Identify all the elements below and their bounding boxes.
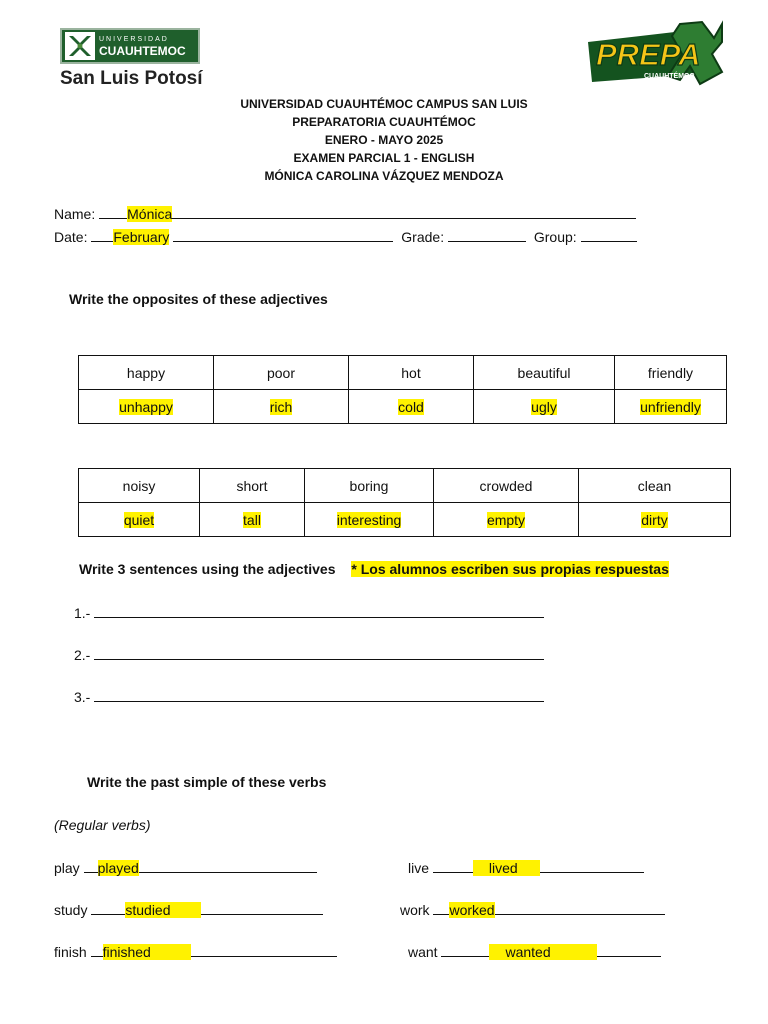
past-simple-title: Write the past simple of these verbs xyxy=(87,774,327,790)
grade-label: Grade: xyxy=(401,229,445,245)
opposite-answer[interactable]: ugly xyxy=(531,398,557,415)
prepa-logo-text: PREPA xyxy=(596,37,701,72)
name-label: Name: xyxy=(54,206,96,222)
adjective-cell: noisy xyxy=(79,469,200,503)
verb-item-study xyxy=(54,902,323,918)
verb-item-finish xyxy=(54,944,337,960)
opposite-answer[interactable]: quiet xyxy=(123,511,155,528)
opposites-title: Write the opposites of these adjectives xyxy=(69,291,328,307)
university-logo-badge xyxy=(60,28,200,64)
sentences-title-row xyxy=(79,561,669,577)
adjective-cell: beautiful xyxy=(474,356,615,390)
verb-item-play xyxy=(54,860,317,876)
grade-field[interactable] xyxy=(448,240,526,242)
opposite-answer[interactable]: tall xyxy=(243,511,261,528)
verb-item-work xyxy=(400,902,665,918)
verb-label: live xyxy=(408,860,430,876)
sentence-line-3 xyxy=(74,689,544,705)
document-header xyxy=(0,95,768,185)
sentence-line-2 xyxy=(74,647,544,663)
logo-city-text: San Luis Potosí xyxy=(60,68,203,89)
sentences-note: * Los alumnos escriben sus propias respuestas xyxy=(351,561,669,577)
verb-label: finish xyxy=(54,944,87,960)
university-emblem-icon xyxy=(65,32,95,60)
header-line-2: PREPARATORIA CUAUHTÉMOC xyxy=(292,115,476,129)
prepa-logo-subtext: CUAUHTÉMOC xyxy=(644,73,695,80)
opposite-answer[interactable]: dirty xyxy=(641,511,668,528)
university-logo xyxy=(60,28,210,90)
verb-answer[interactable]: finished xyxy=(103,944,191,960)
adjective-cell: hot xyxy=(349,356,474,390)
adjective-cell: clean xyxy=(579,469,731,503)
verb-item-want xyxy=(408,944,661,960)
verb-answer[interactable]: worked xyxy=(449,902,495,918)
verb-label: work xyxy=(400,902,430,918)
opposite-answer[interactable]: empty xyxy=(486,511,526,528)
header-line-5: MÓNICA CAROLINA VÁZQUEZ MENDOZA xyxy=(264,169,504,183)
adjectives-table-1 xyxy=(78,355,727,424)
verb-answer[interactable]: wanted xyxy=(489,944,596,960)
group-label: Group: xyxy=(533,229,577,245)
sentence-answer-field[interactable] xyxy=(94,616,544,618)
verb-answer[interactable]: lived xyxy=(473,860,540,876)
adjectives-table-2 xyxy=(78,468,731,537)
adjective-cell: poor xyxy=(214,356,349,390)
header-line-3: ENERO - MAYO 2025 xyxy=(324,133,444,147)
sentence-number: 1.- xyxy=(74,605,91,621)
opposite-answer[interactable]: rich xyxy=(269,398,293,415)
adjective-cell: crowded xyxy=(434,469,579,503)
date-line xyxy=(54,229,637,245)
sentence-number: 3.- xyxy=(74,689,91,705)
sentence-answer-field[interactable] xyxy=(94,658,544,660)
verb-answer[interactable]: played xyxy=(97,860,139,876)
adjective-cell: friendly xyxy=(615,356,727,390)
verb-label: study xyxy=(54,902,88,918)
prepa-logo xyxy=(584,20,724,88)
group-field[interactable] xyxy=(581,240,637,242)
header-line-4: EXAMEN PARCIAL 1 - ENGLISH xyxy=(293,151,475,165)
verb-label: play xyxy=(54,860,80,876)
verb-item-live xyxy=(408,860,644,876)
adjective-cell: short xyxy=(200,469,305,503)
date-label: Date: xyxy=(54,229,88,245)
name-line xyxy=(54,206,636,222)
sentence-line-1 xyxy=(74,605,544,621)
sentence-answer-field[interactable] xyxy=(94,700,544,702)
sentence-number: 2.- xyxy=(74,647,91,663)
name-value[interactable]: Mónica xyxy=(127,206,173,222)
date-value[interactable]: February xyxy=(113,229,170,245)
verb-answer[interactable]: studied xyxy=(125,902,200,918)
adjective-cell: boring xyxy=(305,469,434,503)
sentences-title: Write 3 sentences using the adjectives xyxy=(79,561,336,577)
regular-verbs-subtitle: (Regular verbs) xyxy=(54,817,151,833)
opposite-answer[interactable]: unfriendly xyxy=(640,398,701,415)
opposite-answer[interactable]: interesting xyxy=(336,511,402,528)
opposite-answer[interactable]: cold xyxy=(398,398,424,415)
opposite-answer[interactable]: unhappy xyxy=(119,398,173,415)
verb-label: want xyxy=(408,944,438,960)
header-line-1: UNIVERSIDAD CUAUHTÉMOC CAMPUS SAN LUIS xyxy=(240,97,528,111)
adjective-cell: happy xyxy=(79,356,214,390)
logo-big-text: CUAUHTEMOC xyxy=(99,43,186,58)
logo-small-text: UNIVERSIDAD xyxy=(99,35,169,43)
